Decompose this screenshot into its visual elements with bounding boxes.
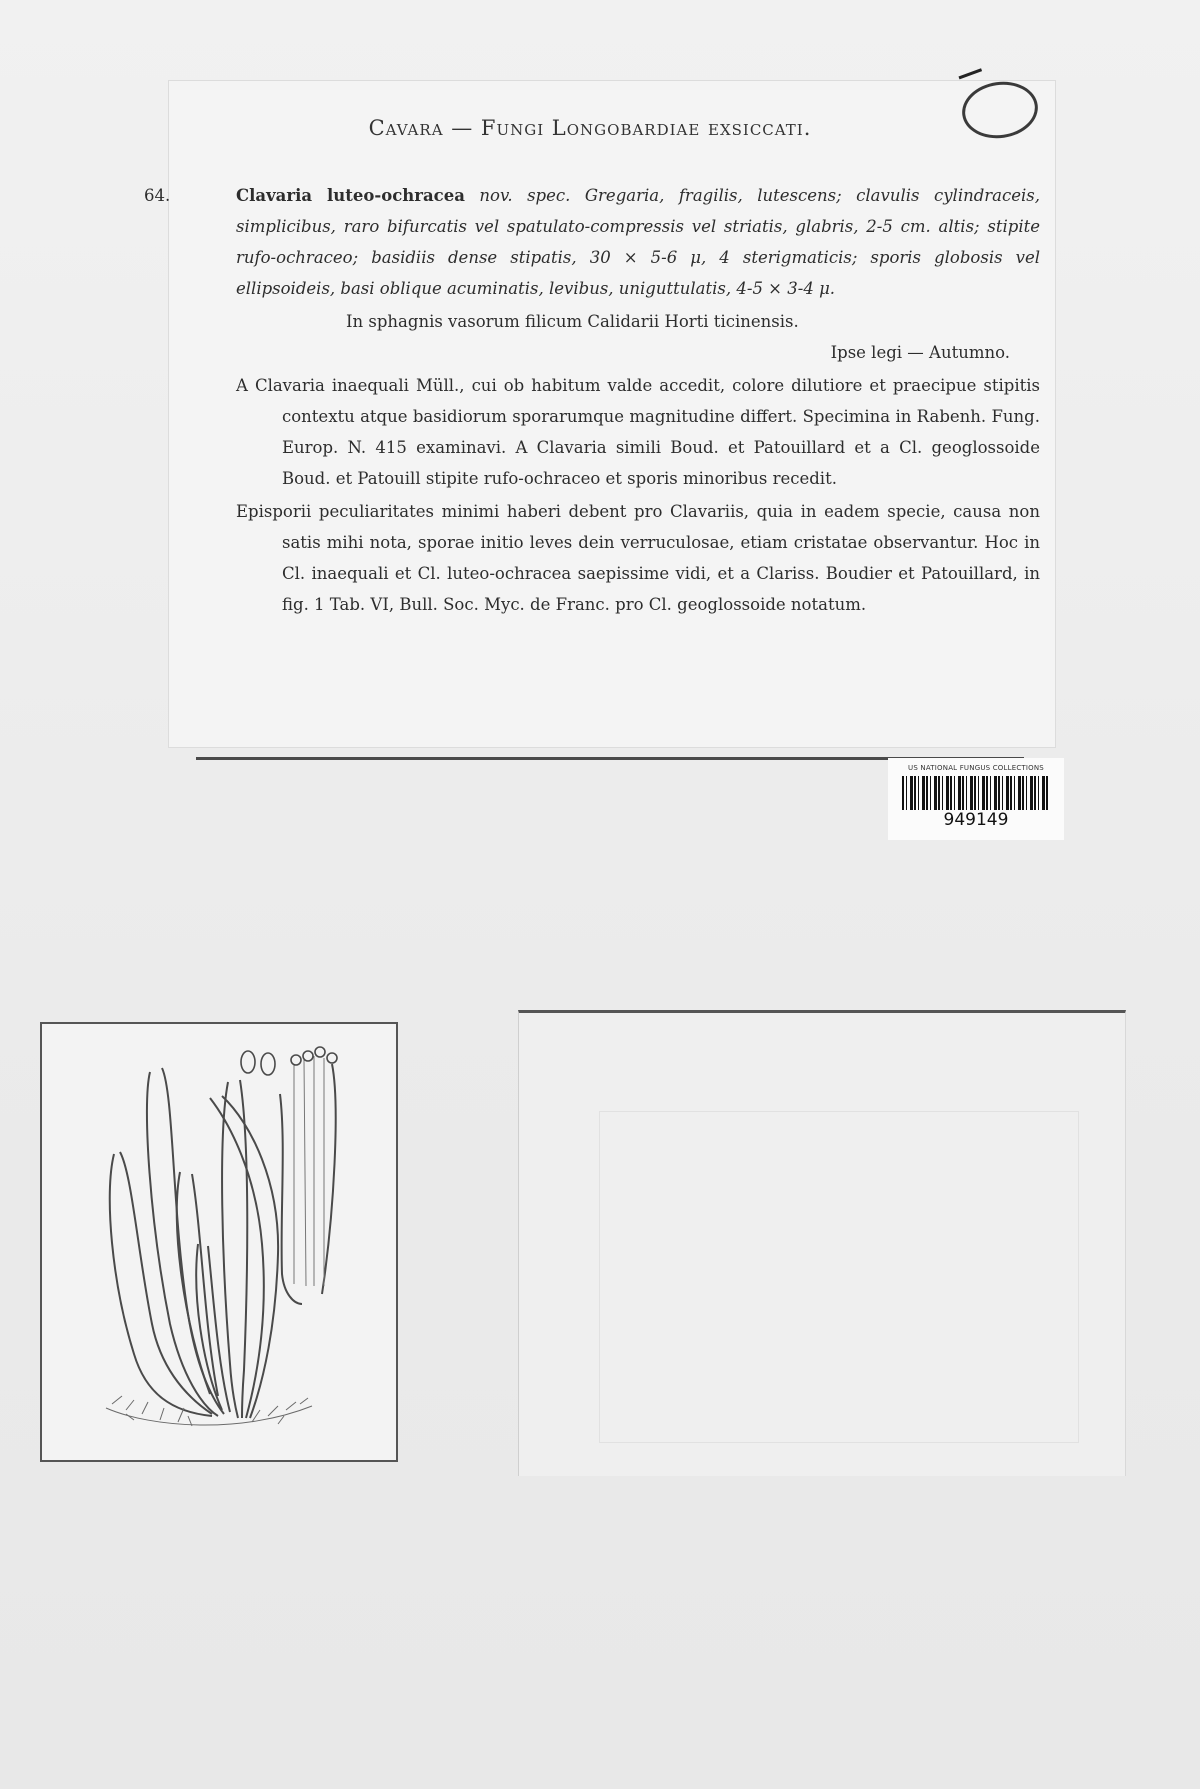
spores <box>241 1047 337 1075</box>
sterigma-1 <box>291 1055 301 1065</box>
club-4-inner <box>240 1080 247 1418</box>
barcode-institution: US NATIONAL FUNGUS COLLECTIONS <box>908 764 1044 772</box>
club-1-inner <box>120 1152 212 1414</box>
barcode-label <box>888 758 1064 840</box>
note-paragraph-2: Episporii peculiaritates minimi haberi debent pro Clavariis, quia in eadem specie, causa non satis mihi nota, sporae initio leves dein verruculosae, etiam cristatae observantur. Hoc in Cl. inaequali et Cl. luteo-ochracea saepissime vidi, et a Clariss. Boudier et Patouillard, in fig. 1 Tab. VI, Bull. Soc. Myc. de Franc. pro Cl. geoglossoide notatum. <box>236 502 1040 614</box>
basidia-group-left <box>280 1094 302 1304</box>
club-2-inner <box>162 1068 224 1414</box>
sterigma-2 <box>303 1051 313 1061</box>
club-4 <box>222 1082 238 1418</box>
sterigma-3 <box>315 1047 325 1057</box>
species-entry <box>144 180 1040 620</box>
habitat-line: In sphagnis vasorum filicum Calidarii Horti ticinensis. <box>346 312 799 331</box>
note-paragraph-1: A Clavaria inaequali Müll., cui ob habitum valde accedit, colore dilutiore et praecipue stipitis contextu atque basidiorum sporarumque magnitudine differt. Specimina in Rabenh. Fung. Europ. N. 415 examinavi. A Clavaria simili Boud. et Patouillard et a Cl. geoglossoide Boud. et Patouill stipite rufo-ochraceo et sporis minoribus recedit. <box>236 376 1040 488</box>
illustration-plate <box>40 1022 398 1462</box>
fruiting-bodies <box>110 1056 336 1418</box>
spore-1 <box>241 1051 255 1073</box>
label-header: Cavara — Fungi Longobardiae exsiccati. <box>368 116 812 140</box>
collector-line: Ipse legi — Autumno. <box>830 343 1010 362</box>
species-status: nov. spec. <box>479 186 571 205</box>
species-name: Clavaria luteo-ochracea <box>236 186 465 205</box>
barcode-number: 949149 <box>943 810 1009 830</box>
entry-number: 64. <box>144 186 171 205</box>
specimen-packet <box>518 1010 1126 1476</box>
diagnosis-paragraph <box>144 180 1040 304</box>
basidia-stalks <box>294 1056 324 1286</box>
packet-flap <box>599 1111 1079 1443</box>
clavaria-drawing <box>42 1024 398 1462</box>
spore-2 <box>261 1053 275 1075</box>
sterigma-4 <box>327 1053 337 1063</box>
barcode-bars <box>902 776 1050 810</box>
species-diagnosis: Gregaria, fragilis, lutescens; clavulis cylindraceis, simplicibus, raro bifurcatis vel spatulato-compressis vel striatis, glabris, 2-5 cm. altis; stipite rufo-ochraceo; basidiis dense stipatis, 30 × 5-6 μ, 4 sterigmaticis; sporis globosis vel ellipsoideis, basi oblique acuminatis, levibus, uniguttulatis, 4-5 × 3-4 μ. <box>236 186 1040 298</box>
